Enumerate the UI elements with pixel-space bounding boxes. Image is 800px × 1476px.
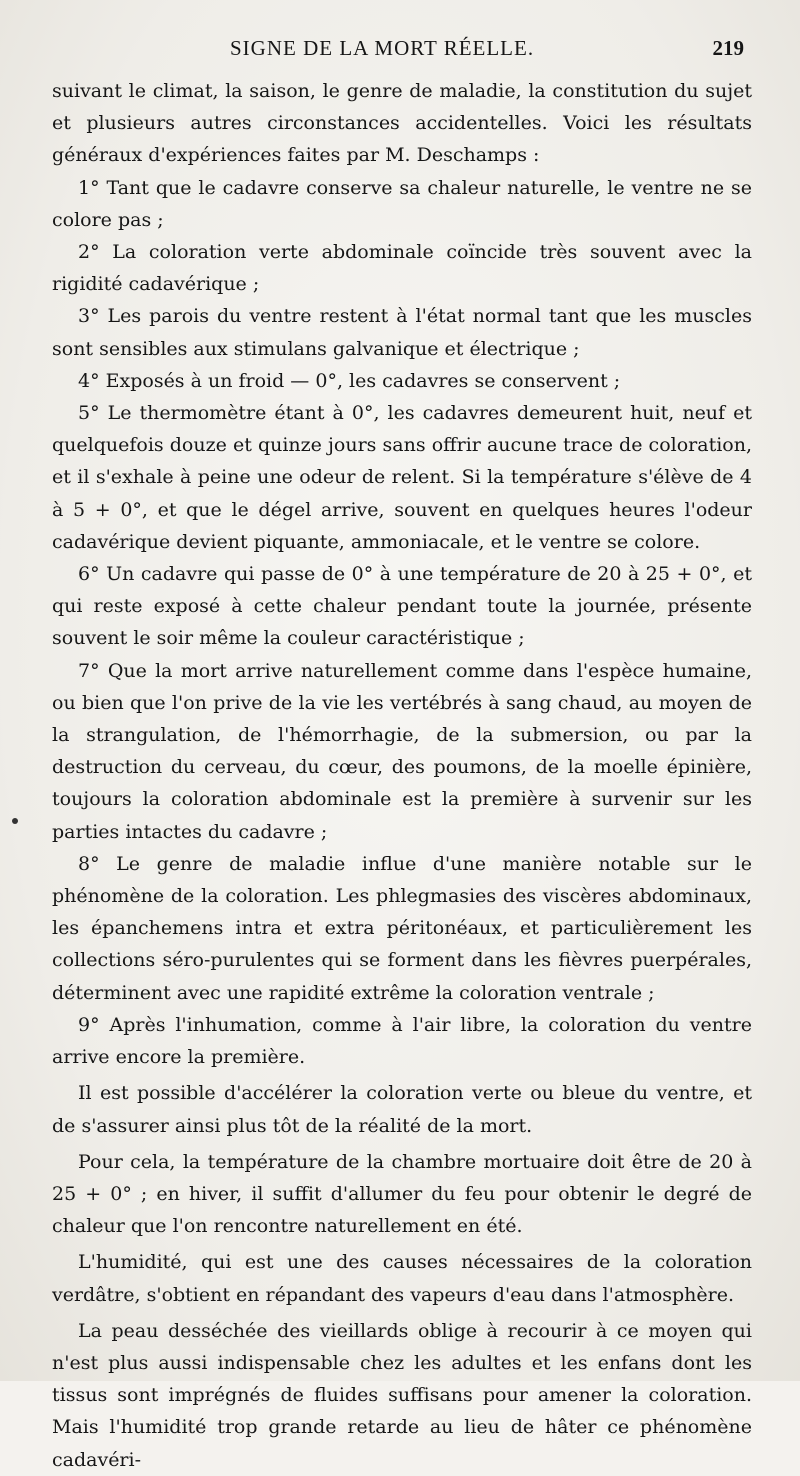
list-item-2: 2° La coloration verte abdominale coïncide très souvent avec la rigidité cadavérique ; [52, 241, 752, 296]
body-text [52, 75, 752, 1476]
list-item-3: 3° Les parois du ventre restent à l'état normal tant que les muscles sont sensibles aux stimulans galvanique et électrique ; [52, 305, 752, 360]
page-header [52, 36, 752, 61]
paragraph: L'humidité, qui est une des causes nécessaires de la coloration verdâtre, s'obtient en répandant des vapeurs d'eau dans l'atmosphère. [52, 1251, 752, 1306]
paragraph: Pour cela, la température de la chambre mortuaire doit être de 20 à 25 + 0° ; en hiver, il suffit d'allumer du feu pour obtenir le degré de chaleur que l'on rencontre naturellement en été. [52, 1150, 752, 1238]
list-item-8: 8° Le genre de maladie influe d'une manière notable sur le phénomène de la coloration. Les phlegmasies des viscères abdominaux, les épanchemens intra et extra péritonéaux, et particulièrement les collections séro-purulentes qui se forment dans les fièvres puerpérales, déterminent avec une rapidité extrême la coloration ventrale ; [52, 852, 752, 1004]
list-item-9: 9° Après l'inhumation, comme à l'air libre, la coloration du ventre arrive encore la première. [52, 1013, 752, 1069]
running-title: SIGNE DE LA MORT RÉELLE. [230, 36, 535, 60]
list-item-5: 5° Le thermomètre étant à 0°, les cadavres demeurent huit, neuf et quelquefois douze et quinze jours sans offrir aucune trace de coloration, et il s'exhale à peine une odeur de relent. Si la température s'élève de 4 à 5 + 0°, et que le dégel arrive, souvent en quelques heures l'odeur cadavérique devient piquante, ammoniacale, et le ventre se colore. [52, 402, 752, 553]
margin-dot [12, 818, 18, 824]
paragraph: La peau desséchée des vieillards oblige à recourir à ce moyen qui n'est plus aussi indispensable chez les adultes et les enfans dont les tissus sont imprégnés de fluides suffisans pour amener la coloration. Mais l'humidité trop grande retarde au lieu de hâter ce phénomène cadavéri- [52, 1319, 752, 1471]
list-item-7: 7° Que la mort arrive naturellement comme dans l'espèce humaine, ou bien que l'on prive de la vie les vertébrés à sang chaud, au moyen de la strangulation, de l'hémorrhagie, de la submersion, ou par la destruction du cerveau, du cœur, des poumons, de la moelle épinière, toujours la coloration abdominale est la première à survenir sur les parties intactes du cadavre ; [52, 659, 752, 843]
list-item-4: 4° Exposés à un froid — 0°, les cadavres se conservent ; [78, 369, 621, 392]
paragraph: Il est possible d'accélérer la coloration verte ou bleue du ventre, et de s'assurer ainsi plus tôt de la réalité de la mort. [52, 1082, 752, 1137]
paragraph: suivant le climat, la saison, le genre de maladie, la constitution du sujet et plusieurs autres circonstances accidentelles. Voici les résultats généraux d'expériences faites par M. Deschamps : [52, 80, 752, 167]
list-item-1: 1° Tant que le cadavre conserve sa chaleur naturelle, le ventre ne se colore pas ; [52, 176, 752, 231]
list-item-6: 6° Un cadavre qui passe de 0° à une température de 20 à 25 + 0°, et qui reste exposé à cette chaleur pendant toute la journée, présente souvent le soir même la couleur caractéristique ; [52, 563, 752, 650]
page-number: 219 [712, 36, 744, 60]
